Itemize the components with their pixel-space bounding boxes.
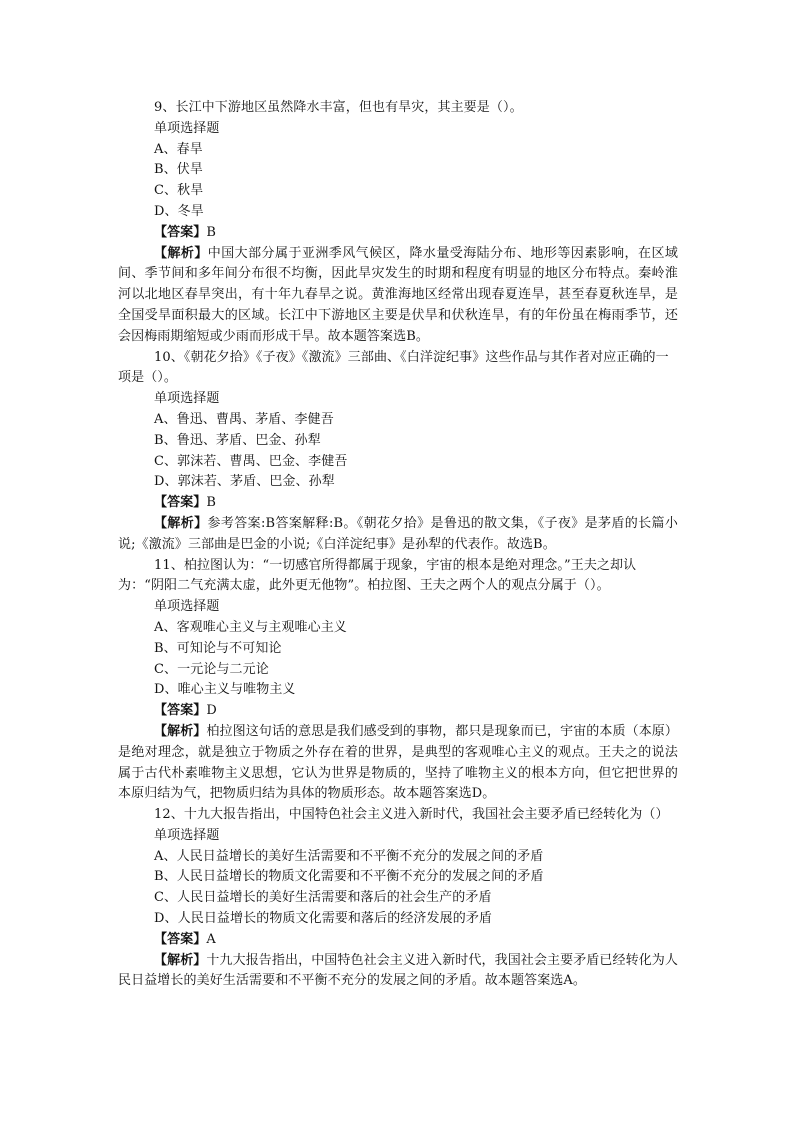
option-a: A、春旱 (154, 141, 203, 157)
option-b: B、鲁迅、茅盾、巴金、孙犁 (154, 432, 321, 448)
question-11 (118, 556, 678, 806)
option-a: A、客观唯心主义与主观唯心主义 (154, 619, 347, 635)
analysis-text: 参考答案:B答案解释:B。《朝花夕拾》是鲁迅的散文集，《子夜》是茅盾的长篇小说;《激流》三部曲是巴金的小说;《白洋淀纪事》是孙犁的代表作。故选B。 (118, 515, 678, 552)
option-c: C、秋旱 (154, 183, 204, 199)
answer-value: B (206, 495, 217, 511)
answer-line (118, 493, 678, 514)
question-stem: 12、十九大报告指出，中国特色社会主义进入新时代，我国社会主要矛盾已经转化为（） (154, 807, 669, 823)
option-a: A、鲁迅、曹禺、茅盾、李健吾 (154, 411, 334, 427)
question-list (118, 98, 678, 992)
analysis-label: 【解析】 (154, 515, 208, 531)
option-d: D、人民日益增长的物质文化需要和落后的经济发展的矛盾 (154, 911, 493, 927)
question-stem: 10、《朝花夕拾》《子夜》《激流》三部曲、《白洋淀纪事》这些作品与其作者对应正确的一项是（）。 (118, 349, 669, 386)
answer-label: 【答案】 (154, 224, 207, 240)
analysis-text: 中国大部分属于亚洲季风气候区，降水量受海陆分布、地形等因素影响，在区域间、季节间和多年间分布很不均衡，因此旱灾发生的时期和程度有明显的地区分布特点。秦岭淮河以北地区春旱突出，有十年九春旱之说。黄淮海地区经常出现春夏连旱，甚至春夏秋连旱，是全国受旱面积最大的区域。长江中下游地区主要是伏旱和伏秋连旱，有的年份虽在梅雨季节，还会因梅雨期缩短或少雨而形成干旱。故本题答案选B。 (118, 245, 678, 344)
option-d: D、唯心主义与唯物主义 (154, 682, 296, 698)
analysis-label: 【解析】 (154, 952, 207, 968)
option-b: B、可知论与不可知论 (154, 640, 282, 656)
option-d: D、冬旱 (154, 203, 204, 219)
question-stem: 9、长江中下游地区虽然降水丰富，但也有旱灾，其主要是（）。 (154, 100, 523, 115)
analysis-label: 【解析】 (154, 723, 207, 739)
answer-value: B (206, 224, 217, 240)
question-stem: 11、柏拉图认为：“一切感官所得都属于现象，宇宙的根本是绝对理念。”王夫之却认为：“阴阳二气充满太虚，此外更无他物”。柏拉图、王夫之两个人的观点分属于（）。 (118, 557, 637, 594)
answer-line (118, 930, 678, 951)
option-b: B、人民日益增长的物质文化需要和不平衡不充分的发展之间的矛盾 (154, 869, 544, 885)
option-b: B、伏旱 (154, 162, 203, 178)
answer-line (118, 223, 678, 244)
answer-label: 【答案】 (154, 931, 207, 947)
question-type: 单项选择题 (154, 827, 220, 843)
question-type: 单项选择题 (154, 120, 220, 136)
question-12 (118, 805, 678, 992)
analysis-paragraph (118, 951, 678, 993)
analysis-text: 柏拉图这句话的意思是我们感受到的事物，都只是现象而已，宇宙的本质（本原）是绝对理念，就是独立于物质之外存在着的世界，是典型的客观唯心主义的观点。王夫之的说法属于古代朴素唯物主义思想，它认为世界是物质的，坚持了唯物主义的根本方向，但它把世界的本原归结为气，把物质归结为具体的物质形态。故本题答案选D。 (118, 723, 679, 802)
option-c: C、人民日益增长的美好生活需要和落后的社会生产的矛盾 (154, 890, 492, 906)
analysis-paragraph (118, 722, 678, 805)
option-c: C、一元论与二元论 (154, 661, 269, 677)
option-c: C、郭沫若、曹禺、巴金、李健吾 (154, 453, 348, 469)
analysis-text: 十九大报告指出，中国特色社会主义进入新时代，我国社会主要矛盾已经转化为人民日益增长的美好生活需要和不平衡不充分的发展之间的矛盾。故本题答案选A。 (118, 952, 679, 989)
answer-label: 【答案】 (154, 495, 207, 511)
question-type: 单项选择题 (154, 599, 220, 615)
answer-value: A (206, 931, 216, 947)
question-9 (118, 98, 678, 348)
answer-label: 【答案】 (154, 703, 207, 719)
analysis-paragraph (118, 244, 678, 348)
question-type: 单项选择题 (154, 391, 220, 407)
analysis-label: 【解析】 (154, 245, 208, 261)
analysis-paragraph (118, 514, 678, 556)
option-d: D、郭沫若、茅盾、巴金、孙犁 (154, 474, 335, 490)
answer-line (118, 701, 678, 722)
option-a: A、人民日益增长的美好生活需要和不平衡不充分的发展之间的矛盾 (154, 848, 544, 864)
answer-value: D (206, 703, 217, 719)
question-10 (118, 348, 678, 556)
